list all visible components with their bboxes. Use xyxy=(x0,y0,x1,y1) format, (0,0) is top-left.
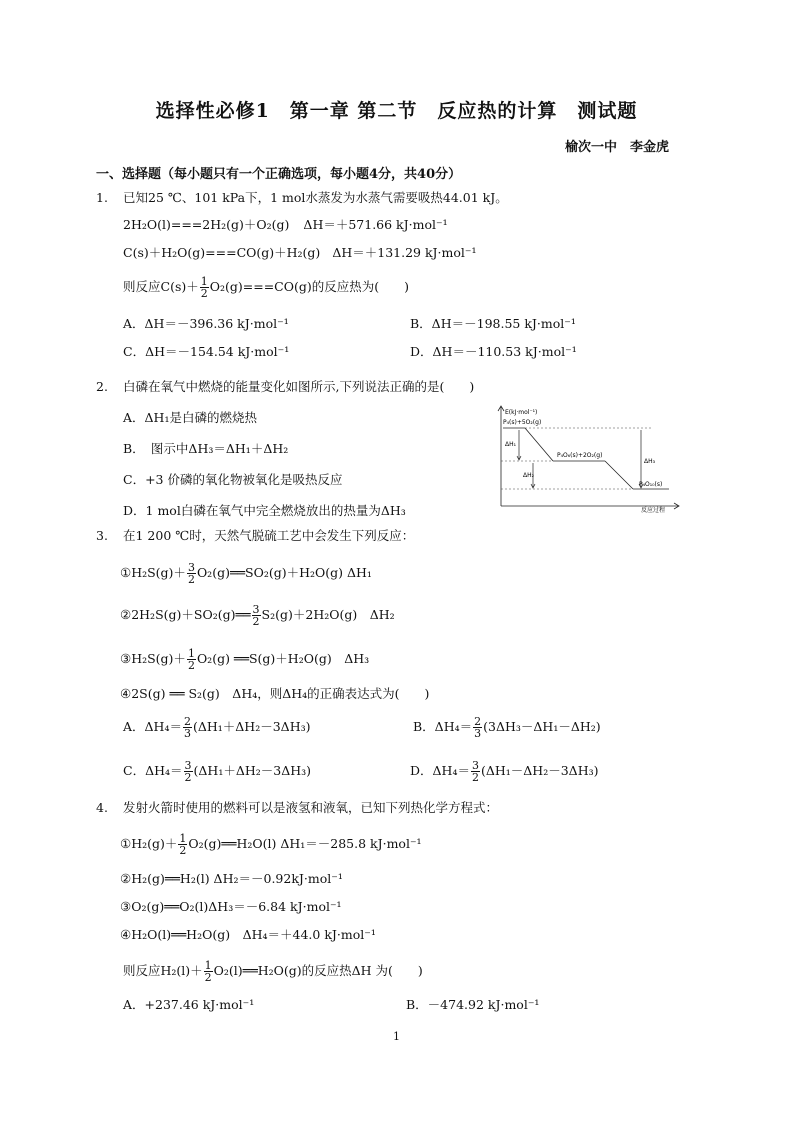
energy-diagram xyxy=(493,403,683,513)
q4-ask-fraction xyxy=(204,960,213,983)
q3-b-fraction xyxy=(473,716,482,739)
q3-c-post: (ΔH₁＋ΔH₂－3ΔH₃) xyxy=(193,763,312,778)
q1-eq1-formula: 2H₂O(l)===2H₂(g)＋O₂(g) xyxy=(123,217,290,232)
frac-num: 3 xyxy=(252,603,260,616)
fig-y-label: E(kJ·mol⁻¹) xyxy=(505,409,538,416)
frac-num: 1 xyxy=(200,275,208,288)
q4-option-a[interactable]: A．+237.46 kJ·mol⁻¹ xyxy=(123,997,255,1012)
q1-eq2-formula: C(s)＋H₂O(g)===CO(g)＋H₂(g) xyxy=(123,245,321,260)
fig-top-label: P₄(s)+5O₂(g) xyxy=(503,419,542,426)
q4-ask xyxy=(123,960,423,983)
q3-option-a[interactable] xyxy=(123,716,311,739)
q4-reaction-4: ④H₂O(l)══H₂O(g) ΔH₄＝＋44.0 kJ·mol⁻¹ xyxy=(120,927,376,942)
q3-d-post: (ΔH₁－ΔH₂－3ΔH₃) xyxy=(480,763,599,778)
frac-num: 1 xyxy=(179,832,187,845)
section-heading: 一、选择题（每小题只有一个正确选项，每小题4分，共40分） xyxy=(96,167,462,182)
q3-option-d[interactable] xyxy=(410,760,599,783)
q3-r3-fraction xyxy=(187,648,196,671)
q4-r1-fraction xyxy=(178,833,187,856)
fig-mid-label: P₄O₆(s)+2O₂(g) xyxy=(557,452,603,459)
q3-option-c[interactable] xyxy=(123,760,311,783)
q3-a-pre: A．ΔH₄＝ xyxy=(123,719,182,734)
q2-stem: 白磷在氧气中燃烧的能量变化如图所示,下列说法正确的是( ) xyxy=(123,379,475,394)
q4-reaction-1 xyxy=(120,833,422,856)
q1-option-d[interactable]: D．ΔH＝－110.53 kJ·mol⁻¹ xyxy=(410,344,577,359)
q3-r2-pre: ②2H₂S(g)＋SO₂(g)══ xyxy=(120,607,251,622)
q2-number: 2. xyxy=(96,379,108,394)
q2-option-a[interactable]: A．ΔH₁是白磷的燃烧热 xyxy=(123,410,257,425)
q3-c-pre: C．ΔH₄＝ xyxy=(123,763,183,778)
frac-num: 1 xyxy=(204,959,212,972)
frac-num: 3 xyxy=(184,759,192,772)
frac-den: 2 xyxy=(187,573,195,586)
frac-den: 2 xyxy=(184,771,192,784)
frac-num: 3 xyxy=(187,561,195,574)
q3-r3-pre: ③H₂S(g)＋ xyxy=(120,651,186,666)
q4-option-b[interactable]: B．－474.92 kJ·mol⁻¹ xyxy=(406,997,540,1012)
q3-r2-post: S₂(g)＋2H₂O(g) ΔH₂ xyxy=(261,607,395,622)
q3-r1-pre: ①H₂S(g)＋ xyxy=(120,565,186,580)
q3-d-pre: D．ΔH₄＝ xyxy=(410,763,470,778)
q4-stem: 发射火箭时使用的燃料可以是液氢和液氧，已知下列热化学方程式： xyxy=(123,800,499,815)
frac-num: 1 xyxy=(187,647,195,660)
q3-r1-fraction xyxy=(187,562,196,585)
frac-den: 2 xyxy=(471,771,479,784)
q3-reaction-4: ④2S(g) ══ S₂(g) ΔH₄，则ΔH₄的正确表达式为( ) xyxy=(120,686,430,701)
frac-den: 3 xyxy=(474,727,482,740)
q3-b-post: (3ΔH₃－ΔH₁－ΔH₂) xyxy=(483,719,601,734)
q1-option-b[interactable]: B．ΔH＝－198.55 kJ·mol⁻¹ xyxy=(410,316,576,331)
q3-reaction-3 xyxy=(120,648,369,671)
q3-d-fraction xyxy=(471,760,480,783)
q3-reaction-1 xyxy=(120,562,372,585)
q3-reaction-2 xyxy=(120,604,395,627)
q2-option-b[interactable]: B． 图示中ΔH₃＝ΔH₁＋ΔH₂ xyxy=(123,441,289,456)
q3-r1-post: O₂(g)══SO₂(g)＋H₂O(g) ΔH₁ xyxy=(196,565,372,580)
q3-number: 3. xyxy=(96,528,108,543)
path-1 xyxy=(525,428,553,461)
q4-r1-pre: ①H₂(g)＋ xyxy=(120,836,178,851)
frac-num: 2 xyxy=(183,715,191,728)
q3-stem: 在1 200 ℃时，天然气脱硫工艺中会发生下列反应： xyxy=(123,528,415,543)
fig-x-label: 反应过程 xyxy=(641,507,666,513)
q1-fraction xyxy=(200,276,209,299)
q1-eq2 xyxy=(123,245,477,261)
q3-r2-fraction xyxy=(252,604,261,627)
q1-eq1 xyxy=(123,217,448,233)
q4-ask-pre: 则反应H₂(l)＋ xyxy=(123,963,203,978)
q3-r3-post: O₂(g) ══S(g)＋H₂O(g) ΔH₃ xyxy=(196,651,370,666)
q1-ask-post: O₂(g)===CO(g)的反应热为( ) xyxy=(209,279,409,294)
fig-bot-label: P₄O₁₀(s) xyxy=(639,481,663,488)
q4-ask-post: O₂(l)══H₂O(g)的反应热ΔH 为( ) xyxy=(213,963,423,978)
q1-ask-pre: 则反应C(s)＋ xyxy=(123,279,199,294)
q4-r1-post: O₂(g)══H₂O(l) ΔH₁＝－285.8 kJ·mol⁻¹ xyxy=(188,836,422,851)
q1-ask xyxy=(123,276,409,299)
page-number: 1 xyxy=(393,1030,400,1043)
q3-b-pre: B．ΔH₄＝ xyxy=(413,719,473,734)
q1-eq2-dh: ΔH＝＋131.29 kJ·mol⁻¹ xyxy=(332,245,477,260)
q3-c-fraction xyxy=(184,760,193,783)
q2-option-c[interactable]: C．+3 价磷的氧化物被氧化是吸热反应 xyxy=(123,472,343,487)
frac-num: 3 xyxy=(471,759,479,772)
frac-den: 2 xyxy=(252,615,260,628)
frac-den: 2 xyxy=(200,287,208,300)
fig-dh2: ΔH₂ xyxy=(523,472,535,479)
q2-option-d[interactable]: D．1 mol白磷在氧气中完全燃烧放出的热量为ΔH₃ xyxy=(123,503,406,518)
q4-number: 4. xyxy=(96,800,108,815)
page-title: 选择性必修1 第一章 第二节 反应热的计算 测试题 xyxy=(155,100,638,122)
q3-option-b[interactable] xyxy=(413,716,601,739)
frac-den: 2 xyxy=(179,844,187,857)
q1-option-a[interactable]: A．ΔH＝－396.36 kJ·mol⁻¹ xyxy=(123,316,289,331)
fig-dh1: ΔH₁ xyxy=(505,441,517,448)
frac-den: 3 xyxy=(183,727,191,740)
q3-a-fraction xyxy=(183,716,192,739)
author-line: 榆次一中 李金虎 xyxy=(564,140,669,155)
fig-dh3: ΔH₃ xyxy=(644,458,656,465)
q1-option-c[interactable]: C．ΔH＝－154.54 kJ·mol⁻¹ xyxy=(123,344,290,359)
q1-eq1-dh: ΔH＝＋571.66 kJ·mol⁻¹ xyxy=(303,217,448,232)
q3-a-post: (ΔH₁＋ΔH₂－3ΔH₃) xyxy=(192,719,311,734)
frac-den: 2 xyxy=(204,971,212,984)
path-2 xyxy=(605,461,633,489)
q1-number: 1. xyxy=(96,190,108,205)
frac-num: 2 xyxy=(474,715,482,728)
q4-reaction-3: ③O₂(g)══O₂(l)ΔH₃＝－6.84 kJ·mol⁻¹ xyxy=(120,899,342,914)
q1-stem: 已知25 ℃、101 kPa下，1 mol水蒸发为水蒸气需要吸热44.01 kJ。 xyxy=(123,190,508,205)
q4-reaction-2: ②H₂(g)══H₂(l) ΔH₂＝－0.92kJ·mol⁻¹ xyxy=(120,871,343,886)
frac-den: 2 xyxy=(187,659,195,672)
